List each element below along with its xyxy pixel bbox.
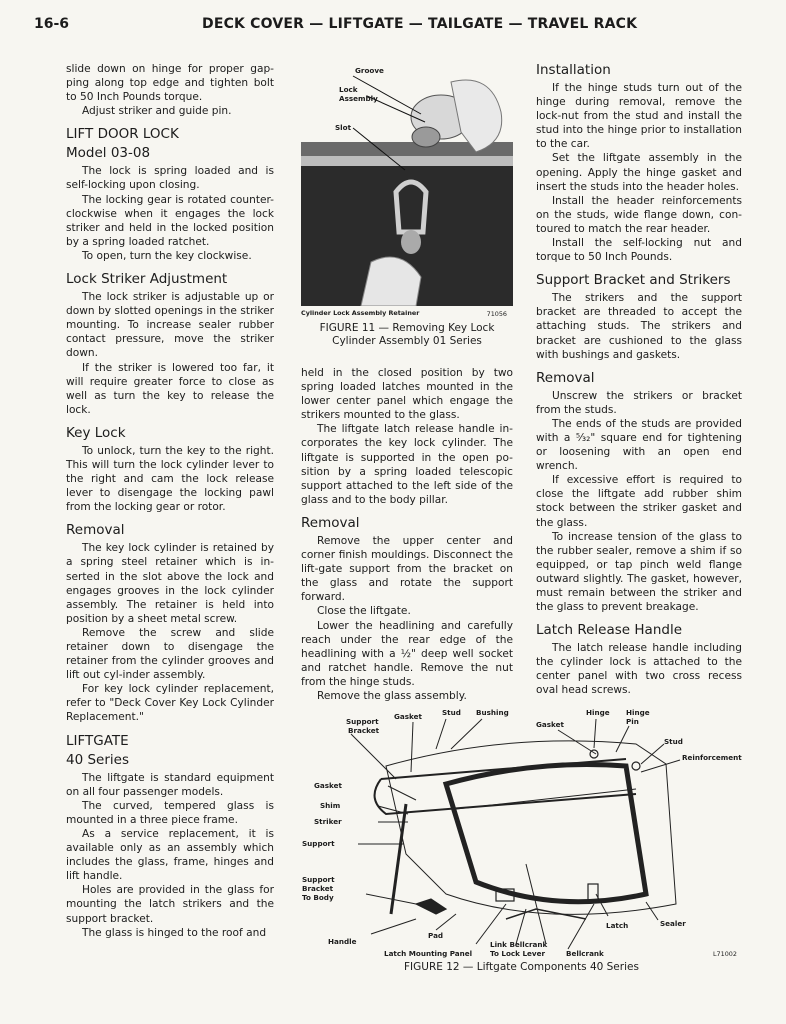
section-heading: Model 03-08 <box>66 145 151 162</box>
paragraph: The strikers and the support bracket are threaded to accept the attaching studs. The strikers and bracket are cushioned to the glass with bushings and gaskets. <box>536 292 742 361</box>
paragraph: The liftgate latch release handle in-corporates the key lock cylinder. The liftgate is supported in the open po-sition by a spring loaded telescopic support attached to the left side of the glass and to the body pillar. <box>301 423 513 506</box>
section-heading: Removal <box>301 514 360 531</box>
paragraph: The key lock cylinder is retained by a spring steel retainer which is in-serted in the slot above the lock and engages grooves in the lock cylinder assembly. The retainer is held into position by a sheet metal screw. <box>66 542 274 625</box>
paragraph: Holes are provided in the glass for mounting the latch strikers and the support bracket. <box>66 884 274 925</box>
label-sealer: Sealer <box>660 919 686 928</box>
paragraph: As a service replacement, it is available only as an assembly which includes the glass, frame, hinges and lift handle. <box>66 827 274 883</box>
label-reinforcement: Reinforcement <box>682 753 742 762</box>
paragraph: The lock is spring loaded and is self-locking upon closing. <box>66 165 274 192</box>
column-right <box>536 62 742 698</box>
paragraph: Install the header reinforcements on the studs, wide flange down, con-toured to match the rear header. <box>536 194 742 235</box>
figure-code: L71002 <box>713 950 737 958</box>
label-link-bellcrank: Link Bellcrank <box>490 940 548 949</box>
label-support-bracket-to-body: To Body <box>302 893 334 902</box>
section-heading: Latch Release Handle <box>536 622 683 639</box>
paragraph: The lock striker is adjustable up or down by slotted openings in the striker mounting. To increase sealer rubber contact pressure, move the striker down. <box>66 291 274 360</box>
figure-12-caption: FIGURE 12 — Liftgate Components 40 Series <box>404 961 639 973</box>
paragraph: held in the closed position by two spring loaded latches mounted in the lower center panel which engage the strikers mounted to the glass. <box>301 367 513 422</box>
caption-text <box>301 322 513 348</box>
caption-line: FIGURE 11 — Removing Key Lock <box>319 322 495 334</box>
label-gasket: Gasket <box>536 720 564 729</box>
paragraph: Remove the screw and slide retainer down to disengage the retainer from the cylinder grooves and lift out cyl-inder assembly. <box>66 626 274 682</box>
label-hinge-pin: Hinge <box>626 708 650 717</box>
figure-code: 71056 <box>486 310 507 318</box>
section-heading: Installation <box>536 62 611 78</box>
label-shim: Shim <box>320 801 341 810</box>
section-heading: 40 Series <box>66 751 129 768</box>
paragraph: Install the self-locking nut and torque to 50 Inch Pounds. <box>536 237 742 264</box>
paragraph: To increase tension of the glass to the rubber sealer, remove a shim if so equipped, or tap pinch weld flange outward slightly. The gasket, however, must remain between the striker and the glass to prevent breakage. <box>536 530 742 614</box>
label-support-bracket: Support <box>346 717 379 726</box>
paragraph: If excessive effort is required to close the liftgate add rubber shim stock between the striker gasket and the glass. <box>536 474 742 529</box>
label-hinge-pin: Pin <box>626 717 639 726</box>
paragraph: The glass is hinged to the roof and <box>82 926 267 939</box>
paragraph: The latch release handle including the cylinder lock is attached to the center panel with two cross recess oval head screws. <box>536 642 742 697</box>
section-heading: LIFTGATE <box>66 732 129 749</box>
page-number: 16-6 <box>34 16 70 32</box>
paragraph: The curved, tempered glass is mounted in a three piece frame. <box>66 799 274 826</box>
section-heading: Removal <box>66 522 125 539</box>
label-gasket: Gasket <box>394 712 422 721</box>
section-heading: Support Bracket and Strikers <box>536 272 731 289</box>
label-bushing: Bushing <box>476 708 509 717</box>
page-header <box>34 16 774 36</box>
paragraph: The liftgate is standard equipment on all four passenger models. <box>66 771 274 798</box>
label-support-bracket-to-body: Support <box>302 875 335 884</box>
paragraph: The locking gear is rotated counter-clockwise when it engages the lock striker and held in the locked position by a spring loaded ratchet. <box>66 193 274 248</box>
label-lock: Lock <box>339 85 358 94</box>
label-assembly: Assembly <box>339 94 378 103</box>
label-support: Support <box>302 839 335 848</box>
label-hinge: Hinge <box>586 708 610 717</box>
section-heading: Key Lock <box>66 424 126 441</box>
figure-11-photo <box>301 62 513 306</box>
lock-cylinder-photo <box>301 62 513 306</box>
label-handle: Handle <box>328 937 357 946</box>
label-bellcrank: Bellcrank <box>566 949 604 958</box>
label-groove: Groove <box>355 66 384 75</box>
paragraph: To unlock, turn the key to the right. This will turn the lock cylinder lever to the right and cam the lock release lever to disengage the locking pawl from the locking gear or rotor. <box>66 444 274 514</box>
label-latch-mounting-panel: Latch Mounting Panel <box>384 949 473 958</box>
figure-12-diagram <box>296 704 746 964</box>
paragraph: Adjust striker and guide pin. <box>82 105 232 118</box>
paragraph: Remove the upper center and corner finish mouldings. Disconnect the lift-gate support from the bracket on the glass and rotate the support forward. <box>301 534 513 604</box>
column-left <box>66 62 274 940</box>
caption-line: Cylinder Assembly 01 Series <box>332 335 482 347</box>
paragraph: Set the liftgate assembly in the opening. Apply the hinge gasket and insert the studs into the header holes. <box>536 152 742 193</box>
paragraph: Lower the headlining and carefully reach under the rear edge of the headlining with a ½" deep well socket and ratchet handle. Remove the nut from the hinge studs. <box>301 619 513 688</box>
label-support-bracket-to-body: Bracket <box>302 884 334 893</box>
label-stud: Stud <box>664 737 683 746</box>
section-heading: LIFT DOOR LOCK <box>66 126 179 143</box>
paragraph: For key lock cylinder replacement, refer to "Deck Cover Key Lock Cylinder Replacement." <box>66 683 274 724</box>
paragraph: Remove the glass assembly. <box>317 689 467 702</box>
label-gasket: Gasket <box>314 781 342 790</box>
running-title: DECK COVER — LIFTGATE — TAILGATE — TRAVEL RACK <box>202 16 638 32</box>
label-striker: Striker <box>314 817 342 826</box>
paragraph: The ends of the studs are provided with a ⁵⁄₃₂" square end for tightening or loosening with an open end wrench. <box>536 417 742 473</box>
paragraph: If the hinge studs turn out of the hinge during removal, remove the lock-nut from the stud and install the stud into the hinge prior to installation to the car. <box>536 82 742 151</box>
section-heading: Lock Striker Adjustment <box>66 271 228 288</box>
label-pad: Pad <box>428 931 444 940</box>
label-stud: Stud <box>442 708 461 717</box>
paragraph: To open, turn the key clockwise. <box>82 249 252 262</box>
section-heading: Removal <box>536 369 595 386</box>
label-retainer: Cylinder Lock Assembly Retainer <box>301 309 420 317</box>
label-link-bellcrank: To Lock Lever <box>490 949 546 958</box>
paragraph: slide down on hinge for proper gap-ping along top edge and tighten bolt to 50 Inch Pounds torque. <box>66 63 274 104</box>
label-latch: Latch <box>606 921 629 930</box>
paragraph: Close the liftgate. <box>317 605 411 618</box>
paragraph: Unscrew the strikers or bracket from the studs. <box>536 389 742 416</box>
label-slot: Slot <box>335 123 352 132</box>
column-middle <box>301 366 513 703</box>
paragraph: If the striker is lowered too far, it will require greater force to close as well as turn the key to release the lock. <box>66 361 274 416</box>
label-support-bracket: Bracket <box>348 726 380 735</box>
